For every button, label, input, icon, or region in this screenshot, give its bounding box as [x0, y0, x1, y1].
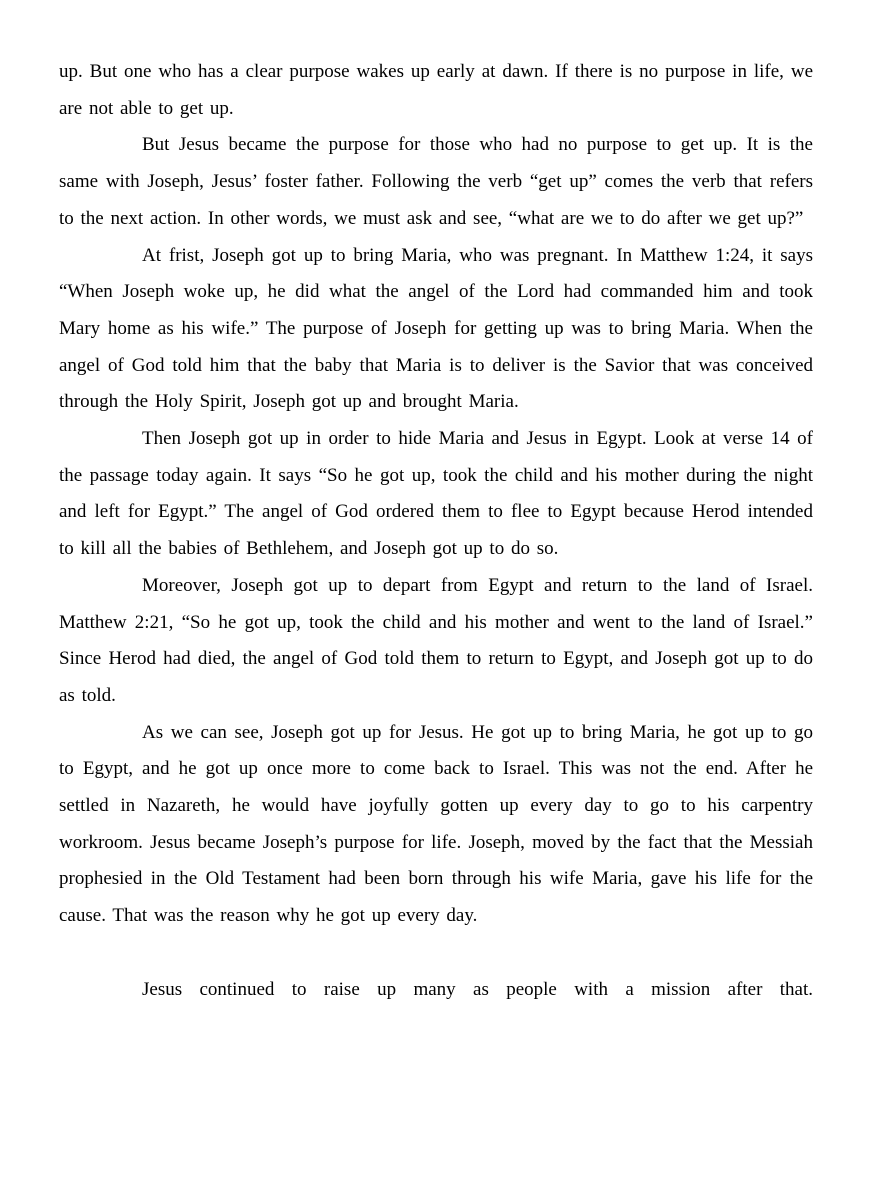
document-page	[59, 54, 813, 1008]
paragraph-gap	[59, 935, 813, 972]
paragraph-5: Moreover, Joseph got up to depart from Egypt and return to the land of Israel. Matthew 2:21, “So he got up, took the child and his mother and went to the land of Israel.” Since Herod had died, the angel of God told them to return to Egypt, and Joseph got up to do as told.	[59, 574, 813, 706]
paragraph-1: up. But one who has a clear purpose wakes up early at dawn. If there is no purpose in life, we are not able to get up.	[59, 61, 813, 119]
paragraph-6: As we can see, Joseph got up for Jesus. He got up to bring Maria, he got up to go to Egypt, and he got up once more to come back to Israel. This was not the end. After he settled in Nazareth, he would have joyfully gotten up every day to go to his carpentry workroom. Jesus became Joseph’s purpose for life. Joseph, moved by the fact that the Messiah prophesied in the Old Testament had been born through his wife Maria, gave his life for the cause. That was the reason why he got up every day.	[59, 721, 813, 927]
paragraph-2: But Jesus became the purpose for those who had no purpose to get up. It is the same with Joseph, Jesus’ foster father. Following the verb “get up” comes the verb that refers to the next action. In other words, we must ask and see, “what are we to do after we get up?”	[59, 134, 813, 229]
paragraph-3: At frist, Joseph got up to bring Maria, who was pregnant. In Matthew 1:24, it says “When Joseph woke up, he did what the angel of the Lord had commanded him and took Mary home as his wife.” The purpose of Joseph for getting up was to bring Maria. When the angel of God told him that the baby that Maria is to deliver is the Savior that was conceived through the Holy Spirit, Joseph got up and brought Maria.	[59, 244, 813, 413]
paragraph-7: Jesus continued to raise up many as people with a mission after that.	[142, 978, 813, 1000]
paragraph-4: Then Joseph got up in order to hide Maria and Jesus in Egypt. Look at verse 14 of the passage today again. It says “So he got up, took the child and his mother during the night and left for Egypt.” The angel of God ordered them to flee to Egypt because Herod intended to kill all the babies of Bethlehem, and Joseph got up to do so.	[59, 428, 813, 560]
